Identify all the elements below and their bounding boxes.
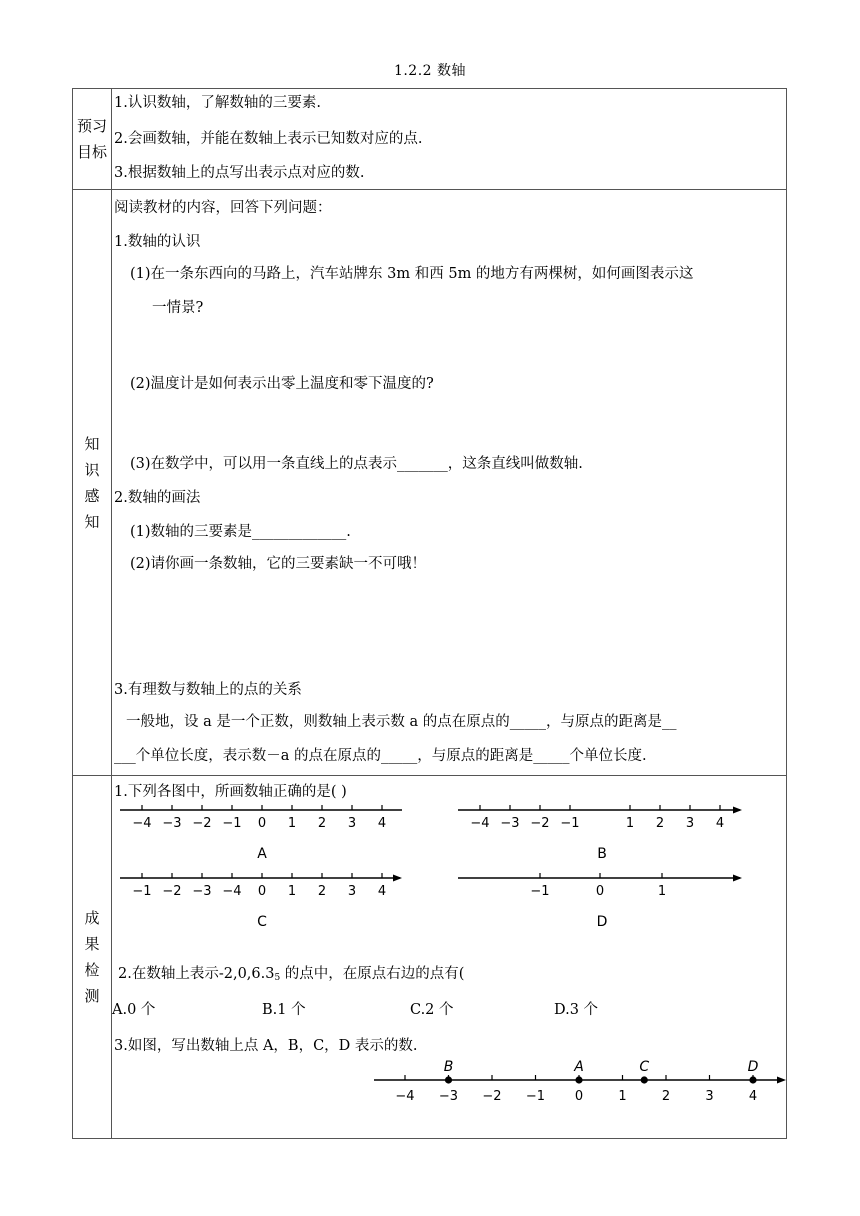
axis-arrowhead	[733, 875, 742, 882]
q3-tick-label: 0	[574, 1089, 584, 1104]
test-label-char: 检	[84, 961, 100, 979]
heading-number-line-intro: 1.数轴的认识	[114, 234, 201, 250]
test-label	[73, 776, 112, 1139]
option-c: C.2 个	[410, 1002, 454, 1018]
axis-a-tick-label: −2	[192, 816, 212, 831]
axis-c-tick-label: 2	[317, 884, 327, 899]
axis-c-tick-label: −3	[192, 884, 212, 899]
axis-c-tick-label: −4	[222, 884, 242, 899]
axis-a-tick-label: 3	[347, 816, 357, 831]
preview-label-line1: 预习	[76, 117, 107, 135]
q3-tick-label: 4	[748, 1089, 758, 1104]
test-label-char: 测	[84, 987, 100, 1005]
preview-label	[73, 89, 112, 190]
preview-label-line2: 目标	[76, 143, 107, 161]
axis-arrowhead	[777, 1077, 786, 1084]
q3-tick-label: 1	[618, 1089, 627, 1104]
knowledge-label-char: 识	[84, 460, 100, 479]
preview-item: 1.认识数轴，了解数轴的三要素.	[114, 95, 321, 111]
question-1-cont: 一情景?	[152, 300, 204, 316]
q3-tick-label: −4	[395, 1089, 415, 1104]
axis-b-tick-label: 1	[625, 816, 635, 831]
q3-tick-label: −3	[438, 1089, 459, 1104]
axis-b-tick-label: −3	[500, 816, 520, 831]
q3-point-label-a: A	[574, 1059, 584, 1075]
q3-point-label-c: C	[639, 1059, 650, 1075]
axis-c-tick-label: −2	[162, 884, 182, 899]
option-d: D.3 个	[554, 1002, 599, 1018]
knowledge-label-char: 感	[84, 486, 100, 505]
worksheet-table	[72, 88, 787, 1139]
q3-tick-label: 2	[661, 1089, 671, 1104]
question-1: (1)在一条东西向的马路上，汽车站牌东 3m 和西 5m 的地方有两棵树，如何画图表示这	[130, 266, 694, 282]
knowledge-content	[112, 190, 787, 776]
preview-item: 2.会画数轴，并能在数轴上表示已知数对应的点.	[114, 131, 423, 147]
q3-point-c	[641, 1076, 648, 1083]
axis-options-figure	[112, 800, 788, 940]
axis-a-tick-label: −4	[132, 816, 152, 831]
test-question-2-end: 的点中，在原点右边的点有(	[280, 966, 465, 982]
axis-arrowhead	[733, 807, 742, 814]
preview-content	[112, 89, 787, 190]
question-4: (1)数轴的三要素是_____________.	[130, 524, 351, 540]
q3-point-b	[445, 1076, 452, 1083]
axis-b-tick-label: 3	[685, 816, 695, 831]
test-content	[112, 776, 787, 1139]
axis-a-tick-label: −3	[162, 816, 182, 831]
axis-a-tick-label: 4	[377, 816, 387, 831]
test-question-1: 1.下列各图中，所画数轴正确的是( )	[114, 784, 347, 800]
knowledge-label-char: 知	[84, 512, 100, 531]
knowledge-label	[73, 190, 112, 776]
axis-d-tick-label: 0	[595, 884, 605, 899]
axis-a-tick-label: 2	[317, 816, 327, 831]
q3-tick-label: −2	[482, 1089, 502, 1104]
axis-b-tick-label: −2	[530, 816, 550, 831]
question-2: (2)温度计是如何表示出零上温度和零下温度的?	[130, 376, 434, 392]
question-5: (2)请你画一条数轴，它的三要素缺一不可哦！	[130, 556, 427, 572]
axis-d-tick-label: −1	[530, 884, 550, 899]
axis-c-tick-label: 4	[377, 884, 387, 899]
relationship-text-1: 一般地，设 a 是一个正数，则数轴上表示数 a 的点在原点的_____，与原点的距离是__	[126, 714, 677, 730]
test-question-2-text: 2.在数轴上表示-2,0,6.3	[118, 966, 275, 982]
axis-a-tick-label: −1	[222, 816, 242, 831]
test-question-2	[118, 962, 464, 983]
q3-tick-label: −1	[525, 1089, 546, 1104]
test-question-2-subscript: 5	[274, 973, 281, 983]
heading-drawing: 2.数轴的画法	[114, 490, 201, 506]
option-b: B.1 个	[262, 1002, 306, 1018]
relationship-text-2: ___个单位长度，表示数－a 的点在原点的_____，与原点的距离是_____个单位长度.	[114, 748, 647, 764]
q3-point-label-d: D	[747, 1059, 759, 1075]
knowledge-label-char: 知	[84, 434, 100, 453]
intro-text: 阅读教材的内容，回答下列问题：	[114, 200, 332, 216]
axis-c-letter-label: C	[257, 914, 267, 930]
axis-b-tick-label: −1	[560, 816, 580, 831]
heading-relationship: 3.有理数与数轴上的点的关系	[114, 682, 302, 698]
axis-a-letter-label: A	[257, 846, 267, 862]
point-number-line-figure	[112, 1052, 788, 1132]
axis-b-tick-label: −4	[470, 816, 490, 831]
axis-c-tick-label: 3	[347, 884, 357, 899]
test-label-char: 成	[84, 909, 100, 927]
axis-c-tick-label: 0	[257, 884, 267, 899]
axis-d-tick-label: 1	[657, 884, 667, 899]
axis-b-tick-label: 4	[715, 816, 725, 831]
axis-a-tick-label: 1	[287, 816, 297, 831]
axis-b-letter-label: B	[597, 846, 607, 862]
test-label-char: 果	[84, 935, 100, 953]
axis-c-tick-label: 1	[287, 884, 297, 899]
q3-point-a	[575, 1076, 582, 1083]
option-a: A.0 个	[112, 1002, 156, 1018]
q3-tick-label: 3	[705, 1089, 714, 1104]
axis-b-tick-label: 2	[655, 816, 665, 831]
q3-point-d	[749, 1076, 756, 1083]
preview-item: 3.根据数轴上的点写出表示点对应的数.	[114, 165, 365, 181]
axis-a-tick-label: 0	[257, 816, 267, 831]
q3-point-label-b: B	[443, 1059, 454, 1075]
test-question-3: 3.如图，写出数轴上点 A，B，C，D 表示的数.	[114, 1038, 418, 1054]
question-3: (3)在数学中，可以用一条直线上的点表示_______，这条直线叫做数轴.	[130, 456, 583, 472]
page-title: 1.2.2 数轴	[393, 63, 467, 79]
axis-c-tick-label: −1	[132, 884, 152, 899]
axis-d-letter-label: D	[596, 914, 608, 930]
axis-arrowhead	[393, 875, 402, 882]
